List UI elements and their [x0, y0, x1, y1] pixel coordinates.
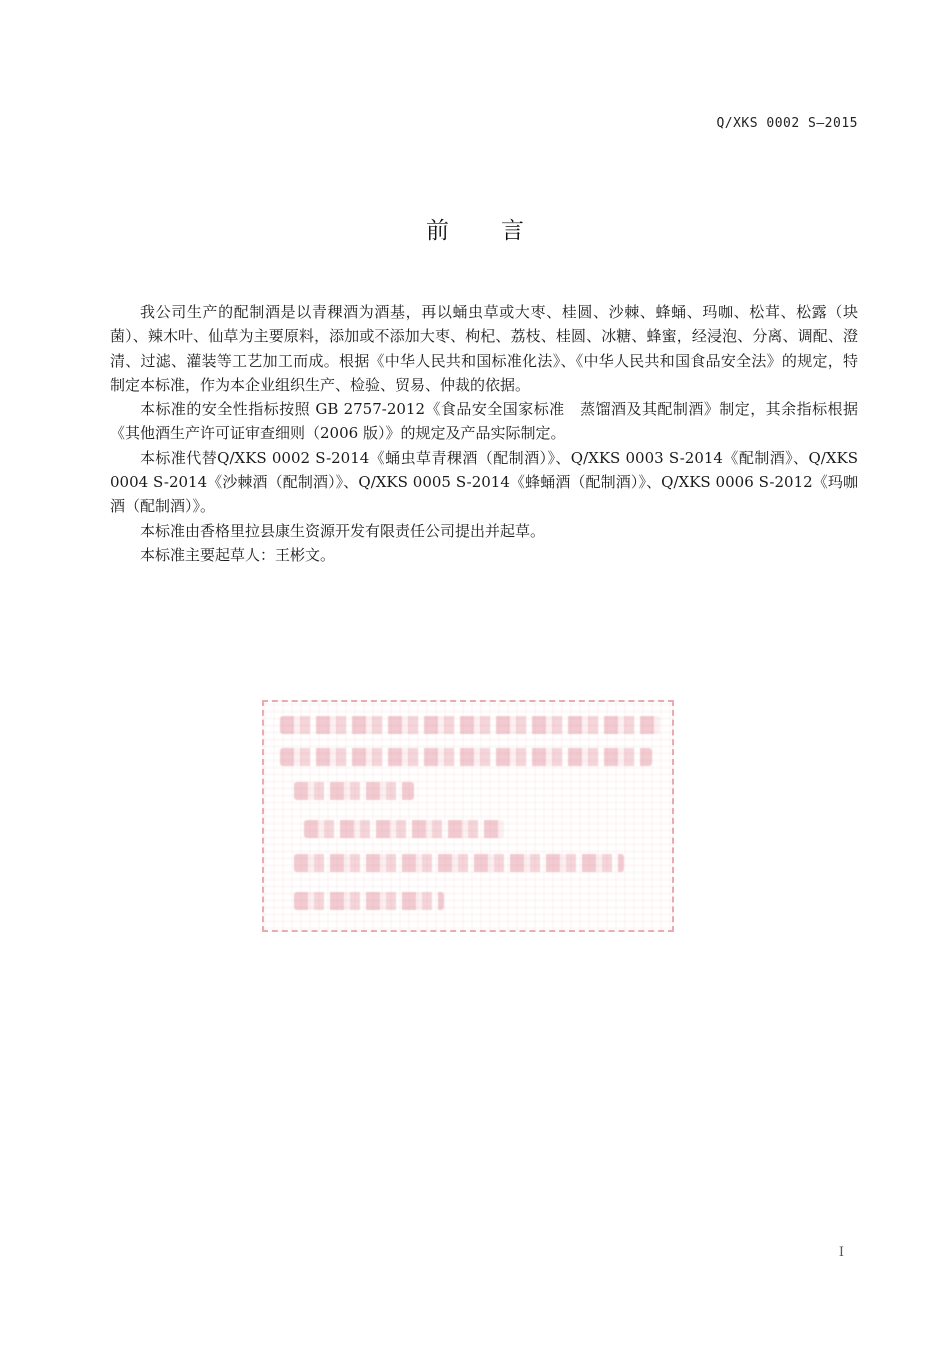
paragraph-replaced-standards: 本标准代替Q/XKS 0002 S-2014《蛹虫草青稞酒（配制酒）》、Q/XKS 0003 S-2014《配制酒》、Q/XKS 0004 S-2014《沙棘酒（配制酒）》、Q/XKS 0005 S-2014《蜂蛹酒（配制酒）》、Q/XKS 0006 S-2012《玛咖酒（配制酒）》。	[110, 448, 858, 516]
paragraph-proposer: 本标准由香格里拉县康生资源开发有限责任公司提出并起草。	[140, 521, 546, 540]
stamp-line	[280, 748, 652, 766]
registration-stamp	[262, 700, 674, 932]
page-title: 前言	[426, 218, 576, 244]
stamp-line	[294, 854, 624, 872]
stamp-line	[294, 892, 444, 910]
stamp-line	[304, 820, 504, 838]
page-number: I	[838, 1245, 844, 1260]
stamp-line	[294, 782, 414, 800]
paragraph-safety-indicators: 本标准的安全性指标按照 GB 2757-2012《食品安全国家标准 蒸馏酒及其配制酒》制定，其余指标根据《其他酒生产许可证审查细则（2006 版）》的规定及产品实际制定。	[110, 400, 858, 443]
paragraph-product-description: 我公司生产的配制酒是以青稞酒为酒基，再以蛹虫草或大枣、桂圆、沙棘、蜂蛹、玛咖、松茸、松露（块菌）、辣木叶、仙草为主要原料，添加或不添加大枣、枸杞、荔枝、桂圆、冰糖、蜂蜜，经浸泡、分离、调配、澄清、过滤、灌装等工艺加工而成。根据《中华人民共和国标准化法》、《中华人民共和国食品安全法》的规定，特制定本标准，作为本企业组织生产、检验、贸易、仲裁的依据。	[110, 303, 858, 394]
document-code-header: Q/XKS 0002 S—2015	[716, 116, 858, 131]
stamp-line	[280, 716, 660, 734]
foreword-body	[110, 300, 858, 567]
paragraph-drafter: 本标准主要起草人：王彬文。	[140, 545, 336, 564]
